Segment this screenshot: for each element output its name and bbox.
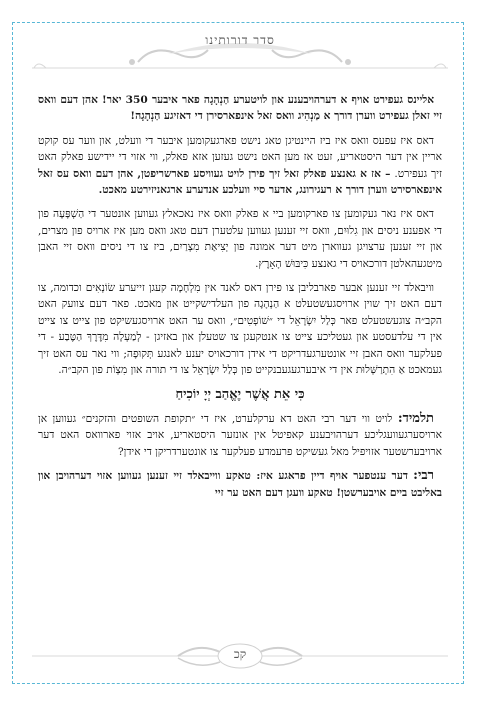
paragraph-3 — [38, 206, 442, 272]
paragraph-4 — [38, 280, 442, 378]
dialogue-student — [38, 411, 442, 460]
paragraph-text: דאס איז עפעס וואס איז ביז היינטיגן טאג נישט פארגעקומען איבער די וועלט, און ווער עס קוקט אריין אין דער היסטאריע, זעט אז מען האט נישט געזען אזא פאלק, ווי אזוי די יידישע פאלק האט זיך געפירט. — [38, 134, 442, 180]
dialogue-text: לויט ווי דער רבי האט דא ערקלערט, איז די ״תקופת השופטים והזקנים״ געווען אן ארויסערגעוועגליכע דערהויבענע קאפיטל אין אונזער היסטאריע, אויב אזוי פארוואס האט דער ארויבערשטער אזויפיל מאל געשיקט פרעמדע פעלקער צו אונטערדריקן די אידן? — [38, 412, 442, 458]
dialogue-rebbe — [38, 468, 442, 501]
page-number: קכ — [233, 647, 247, 661]
paragraph-text: דאס איז נאר געקומען צו פארקומען ביי א פאלק וואס איז נאכאלץ געווען אונטער די הַשְׁפָּעָה פון די אפענע ניסים און גִלוּיִם, וואס זיי זענען געווען עלטערן דעם טאג וואס מען איז ארויס פון מצרים, און זיי זענען ערצויגן געווארן מיט דער אמונה פון יְצִיאַת מִצְרַיִם, ביז צו די ניסים וואס זיי האבן מיטגעהאלטן דורכאויס די גאנצע כִּיבּוּשׁ הָאָרֶץ. — [38, 208, 442, 270]
page-footer — [28, 640, 452, 674]
speaker-label: רבי: — [413, 468, 434, 484]
verse-heading: כִּי אֵת אֲשֶׁר יֶאֱהַב יְיָ יוֹכִיחַ — [175, 386, 305, 402]
paragraph-1 — [38, 92, 442, 125]
paragraph-bold: אליינס געפירט אויף א דערהויבענע און לויטערע הַנְהָגָה פאר איבער 350 יאר! אהן דעם וואס זיי זאלן געפירט ווערן דורך א מַנְהִיג וואס זאל אינפארסירן די דאזיגע הַנְהָגָה! — [38, 94, 442, 123]
page-header — [28, 30, 452, 80]
page-body — [38, 92, 442, 622]
running-title: סדר דורותינו — [205, 33, 275, 47]
paragraph-text: וויבאלד זיי זענען אבער פארבליבן צו פירן דאס לאנד אין מִלְחָמָה קעגן זייערע שׂוֹנְאִים וכדומה, צו דעם האט זיך שוין ארויסגעשטעלט א הַנְהָגָה פון העלדישקייט און מאכט. פאר דעם צוועק האט הקב״ה צוגעשטעלט פאר כְּלַל יִשְׂרָאֵל די ״שׁוֹפְטִים״, וואס ער האט ארויסגעשיקט פון צייט צו צייט אין די עלדעסטע און געטליכע צייט צו אנטקעגן צו שטעלן און באזיגן - לְמַעְלָה מִדֶּרֶךְ הַטֶּבַע - די פעלקער וואס האבן זיי אונטערגעדריקט די אידן דורכאויס יענע לאנגע תְּקוּפָה; ווי נאר עס האט זיך געמאכט אַ הִתְרַשְּׁלוּת אין די איבערגעגעבנקייט פון כְּלַל יִשְׂרָאֵל צו די תורה און מִצְוֹת פון הקב״ה. — [38, 282, 442, 377]
paragraph-bold: – אז א גאנצע פאלק זאל זיך פירן לויט געוויסע פארשריפטן, אהן דעם וואס עס זאל אינפארסירט ווערן דורך א רעגירונג, אדער סיי וועלכע אנדערע ארגאניזירטע מאכט. — [38, 167, 442, 197]
speaker-label: תלמיד: — [397, 410, 434, 426]
dialogue-text: דער ענטפער אויף דיין פראגע איז: טאקע ווייבאלד זיי זענען געווען אזוי דערהויבן און באליבט ביים אויבערשטן! טאקע וועגן דעם האט ער זיי — [38, 470, 442, 499]
paragraph-2 — [38, 133, 442, 199]
